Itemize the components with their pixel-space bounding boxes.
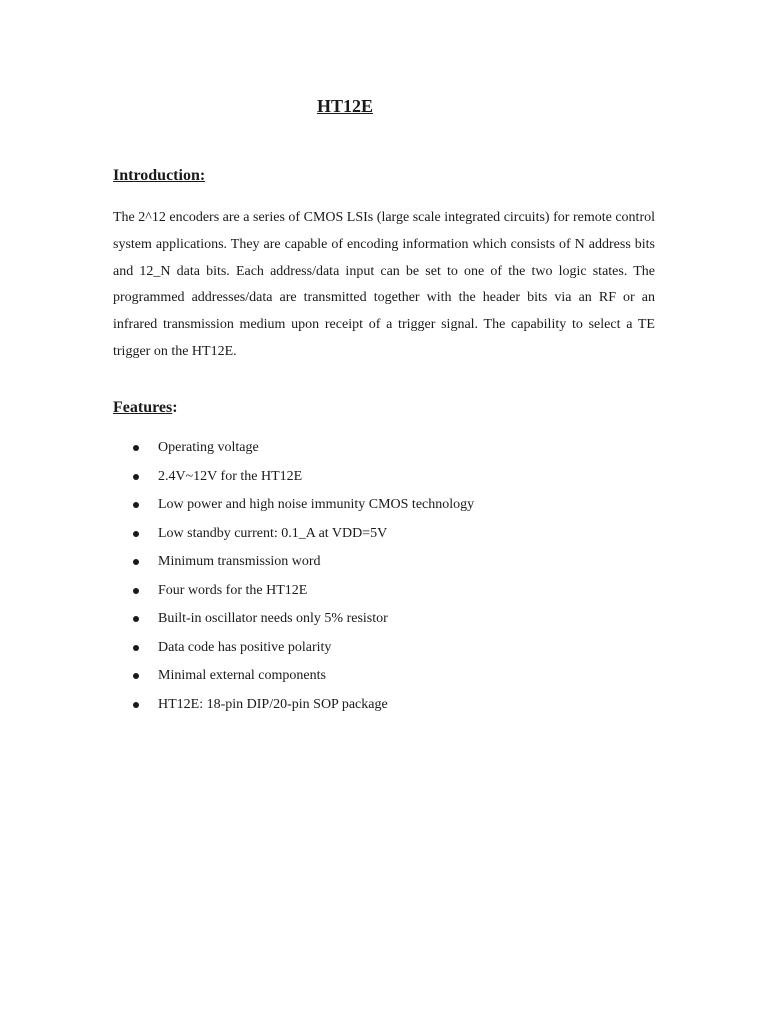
bullet-icon xyxy=(133,588,139,594)
feature-text: Minimum transmission word xyxy=(158,554,321,569)
feature-text: Built-in oscillator needs only 5% resistor xyxy=(158,611,388,626)
feature-text: 2.4V~12V for the HT12E xyxy=(158,468,303,484)
bullet-icon xyxy=(133,702,139,708)
introduction-heading xyxy=(113,166,205,186)
bullet-icon xyxy=(133,559,139,565)
feature-text: Low standby current: 0.1_A at VDD=5V xyxy=(158,525,388,541)
feature-text: Low power and high noise immunity CMOS technology xyxy=(158,497,475,512)
features-heading-colon: : xyxy=(172,399,178,416)
feature-item xyxy=(113,550,653,579)
features-heading-word: Features xyxy=(113,399,173,416)
bullet-icon xyxy=(133,645,139,651)
feature-text: Data code has positive polarity xyxy=(158,639,332,655)
feature-item xyxy=(113,522,653,551)
feature-item xyxy=(113,664,653,693)
introduction-heading-text: Introduction: xyxy=(113,167,206,184)
feature-text: Minimal external components xyxy=(158,668,326,683)
feature-item xyxy=(113,636,653,665)
feature-item xyxy=(113,579,653,608)
feature-text: HT12E: 18-pin DIP/20-pin SOP package xyxy=(158,696,388,712)
bullet-icon xyxy=(133,616,139,622)
features-heading xyxy=(113,398,178,418)
bullet-icon xyxy=(133,445,139,451)
bullet-icon xyxy=(133,474,139,480)
feature-text: Four words for the HT12E xyxy=(158,582,308,598)
feature-item xyxy=(113,693,653,722)
features-list xyxy=(113,436,653,721)
bullet-icon xyxy=(133,531,139,537)
feature-item xyxy=(113,493,653,522)
bullet-icon xyxy=(133,673,139,679)
introduction-paragraph: The 2^12 encoders are a series of CMOS LSIs (large scale integrated circuits) for remote control system applications. They are capable of encoding information which consists of N address bits and 12_N data bits. Each address/data input can be set to one of the two logic states. The programmed addresses/data are transmitted together with the header bits via an RF or an infrared transmission medium upon receipt of a trigger signal. The capability to select a TE trigger on the HT12E. xyxy=(113,210,655,359)
feature-item xyxy=(113,465,653,494)
feature-item xyxy=(113,607,653,636)
feature-item xyxy=(113,436,653,465)
document-title: HT12E xyxy=(316,96,373,116)
bullet-icon xyxy=(133,502,139,508)
feature-text: Operating voltage xyxy=(158,440,259,455)
